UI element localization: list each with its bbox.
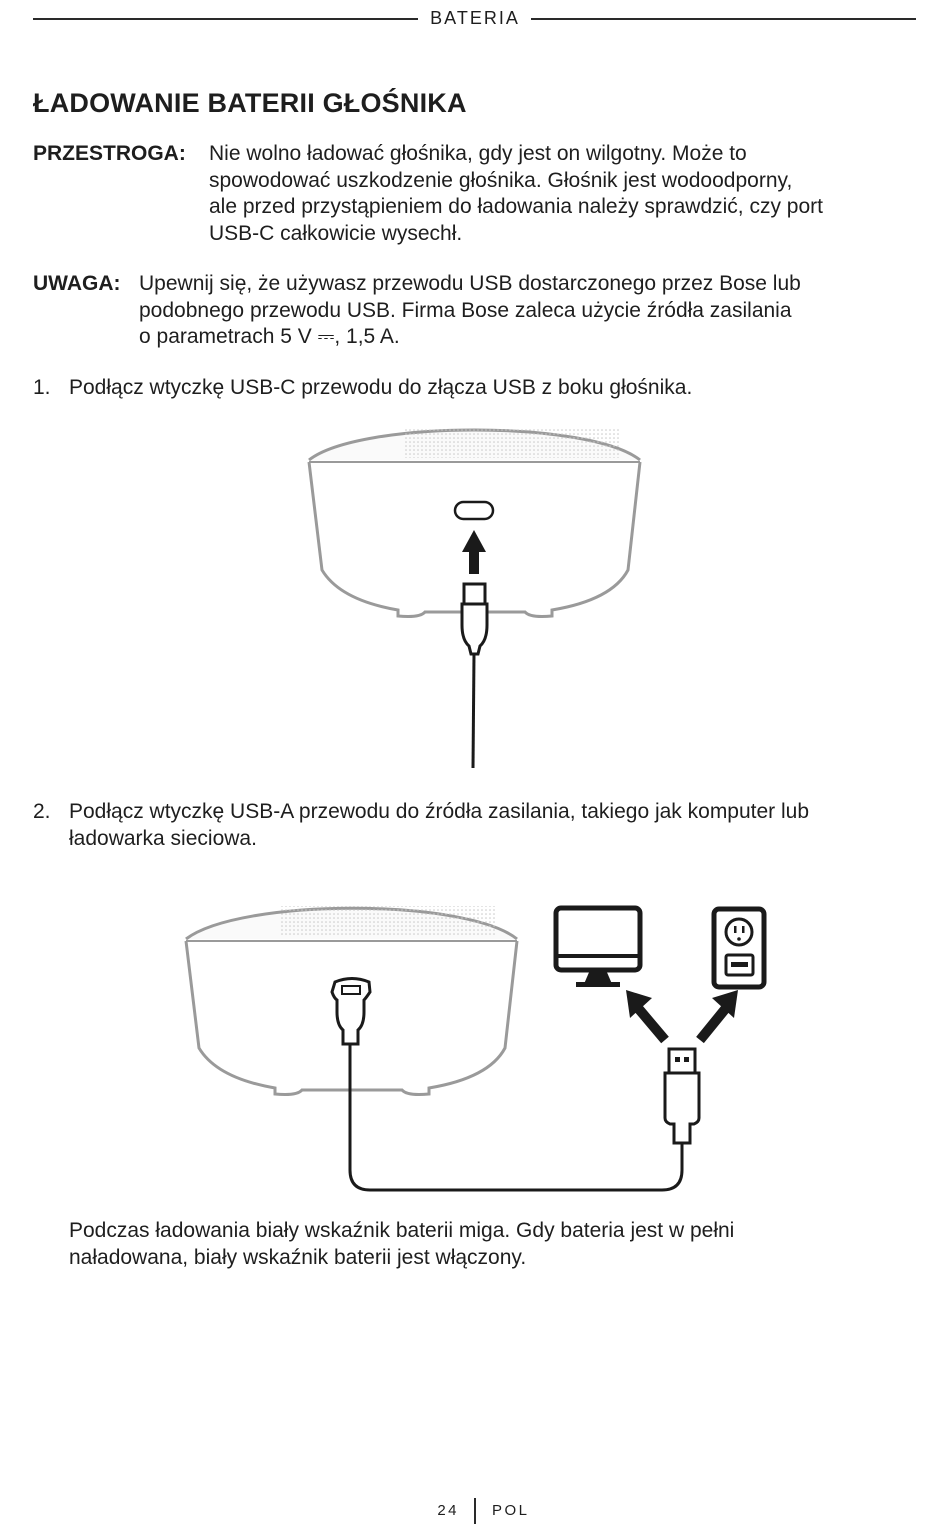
usb-c-plug-icon	[332, 979, 370, 1045]
usb-c-port-icon	[455, 502, 493, 519]
note-line: Upewnij się, że używasz przewodu USB dostarczonego przez Bose lub	[139, 272, 801, 295]
figure-usb-a-power	[0, 890, 950, 1200]
charging-info-line: Podczas ładowania biały wskaźnik baterii miga. Gdy bateria jest w pełni	[69, 1219, 735, 1242]
caution-line: ale przed przystąpieniem do ładowania należy sprawdzić, czy port	[209, 195, 823, 218]
usb-a-plug-icon	[665, 1049, 699, 1143]
caution-line: USB-C całkowicie wysechł.	[209, 221, 463, 245]
arrow-up-left-icon	[626, 990, 665, 1040]
charging-info-line: naładowana, biały wskaźnik baterii jest włączony.	[69, 1245, 527, 1269]
step-number: 2.	[33, 800, 51, 823]
note-line: podobnego przewodu USB. Firma Bose zaleca użycie źródła zasilania	[139, 298, 792, 322]
note-line: o parametrach 5 V ⎓, 1,5 A.	[139, 325, 400, 348]
charging-info	[69, 1218, 734, 1271]
page-title: ŁADOWANIE BATERII GŁOŚNIKA	[33, 88, 467, 118]
usb-cable	[350, 1044, 682, 1190]
usb-c-plug-icon	[462, 584, 487, 654]
note-label: UWAGA:	[33, 272, 121, 295]
usb-cable	[473, 654, 474, 768]
caution-label: PRZESTROGA:	[33, 142, 186, 165]
caution-text	[209, 141, 823, 247]
step-line: Podłącz wtyczkę USB-A przewodu do źródła zasilania, takiego jak komputer lub	[69, 800, 810, 823]
section-header-label: BATERIA	[422, 8, 528, 28]
note-text	[139, 271, 801, 351]
footer-separator	[474, 1498, 476, 1524]
wall-outlet-icon	[714, 909, 764, 987]
language-code: POL	[492, 1502, 530, 1519]
figure-usb-c-connect	[0, 400, 950, 780]
caution-line: spowodować uszkodzenie głośnika. Głośnik jest wodoodporny,	[209, 168, 793, 192]
step-line: ładowarka sieciowa.	[69, 826, 257, 850]
arrow-up-icon	[462, 530, 486, 574]
computer-monitor-icon	[556, 908, 640, 987]
step-text	[69, 799, 809, 852]
page-number: 24	[437, 1502, 459, 1519]
step-number: 1.	[33, 376, 51, 399]
arrow-up-right-icon	[700, 990, 738, 1040]
caution-line: Nie wolno ładować głośnika, gdy jest on wilgotny. Może to	[209, 142, 747, 165]
step-text	[69, 375, 692, 402]
section-header	[0, 8, 950, 29]
step-line: Podłącz wtyczkę USB-C przewodu do złącza USB z boku głośnika.	[69, 376, 693, 399]
